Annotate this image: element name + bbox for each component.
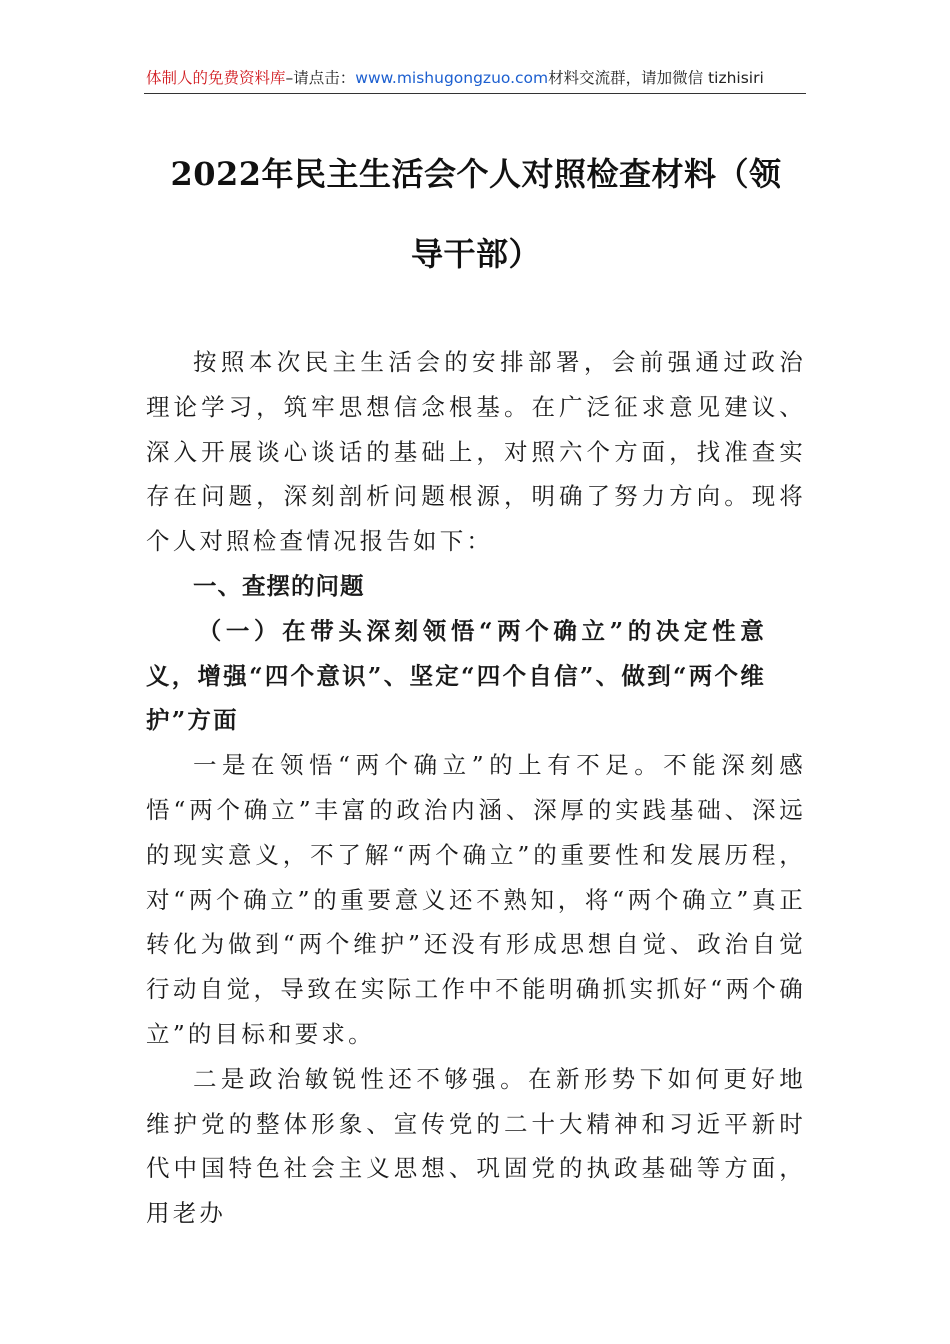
document-body (146, 340, 806, 1236)
point-paragraph-2: 二是政治敏锐性还不够强。在新形势下如何更好地维护党的整体形象、宣传党的二十大精神和习近平新时代中国特色社会主义思想、巩固党的执政基础等方面，用老办 (146, 1064, 806, 1228)
header-tail: 材料交流群，请加微信 tizhisiri (548, 69, 764, 87)
header-url-link[interactable]: www.mishugongzuo.com (355, 69, 549, 87)
header-brand: 体制人的免费资料库 (146, 69, 286, 87)
header-divider (144, 93, 806, 94)
subsection-heading: （一）在带头深刻领悟“两个确立”的决定性意义，增强“四个意识”、坚定“四个自信”、做到“两个维护”方面 (146, 616, 766, 735)
intro-paragraph: 按照本次民主生活会的安排部署，会前强通过政治理论学习，筑牢思想信念根基。在广泛征求意见建议、深入开展谈心谈话的基础上，对照六个方面，找准查实存在问题，深刻剖析问题根源，明确了努力方向。现将个人对照检查情况报告如下： (146, 348, 806, 556)
document-title-line2: 导干部） (410, 235, 541, 273)
document-title-line1: 2022年民主生活会个人对照检查材料（领 (170, 155, 782, 193)
page-header (146, 66, 806, 90)
document-title (146, 148, 806, 280)
point-paragraph-1: 一是在领悟“两个确立”的上有不足。不能深刻感悟“两个确立”丰富的政治内涵、深厚的实践基础、深远的现实意义，不了解“两个确立”的重要性和发展历程，对“两个确立”的重要意义还不熟知，将“两个确立”真正转化为做到“两个维护”还没有形成思想自觉、政治自觉行动自觉，导致在实际工作中不能明确抓实抓好“两个确立”的目标和要求。 (146, 751, 806, 1048)
header-prompt: –请点击： (285, 69, 356, 87)
section-heading: 一、查摆的问题 (193, 571, 365, 600)
